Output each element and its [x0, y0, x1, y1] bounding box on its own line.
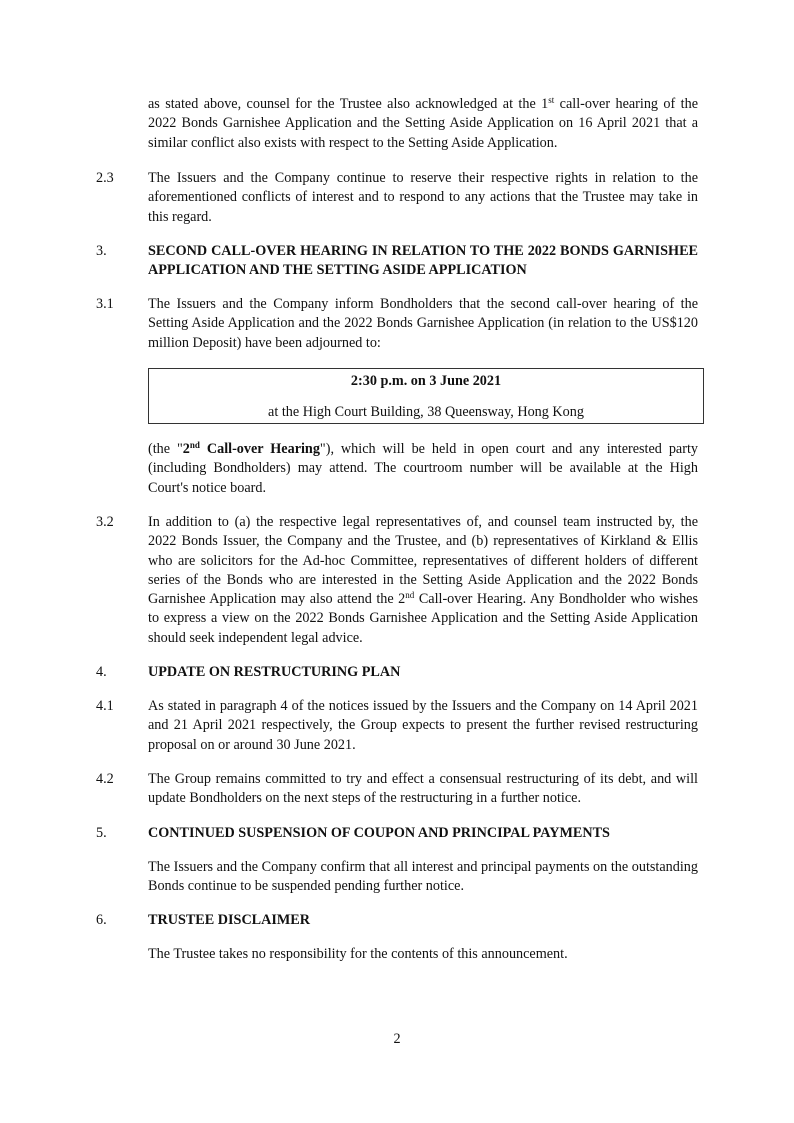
paragraph-number: 4.2	[96, 771, 114, 787]
hearing-details-box	[148, 368, 704, 424]
text-run: as stated above, counsel for the Trustee also acknowledged at the 1	[148, 96, 549, 112]
section-number: 5.	[96, 825, 107, 841]
paragraph-number: 3.2	[96, 514, 114, 530]
paragraph-text: The Group remains committed to try and effect a consensual restructuring of its debt, and will update Bondholders on the next steps of the restructuring in a further notice.	[148, 771, 698, 807]
paragraph-3-2	[96, 513, 698, 648]
superscript: st	[548, 95, 555, 105]
paragraph-number: 4.1	[96, 698, 114, 714]
page-number: 2	[393, 1031, 401, 1047]
superscript: nd	[189, 440, 200, 450]
text-run: (the "	[148, 441, 183, 457]
paragraph-2-3	[96, 169, 698, 227]
text-run: Call-over Hearing. Any Bondholder who wishes to express a view on the 2022 Bonds Garnishee Application and the Setting Aside Application should seek independent legal advice.	[148, 591, 698, 646]
section-4-heading	[96, 663, 698, 682]
text-run: Call-over Hearing	[199, 441, 320, 457]
paragraph-text	[148, 95, 698, 153]
section-title: UPDATE ON RESTRUCTURING PLAN	[148, 664, 401, 680]
paragraph-3-1	[96, 295, 698, 353]
section-title: SECOND CALL-OVER HEARING IN RELATION TO THE 2022 BONDS GARNISHEE APPLICATION AND THE SETTING ASIDE APPLICATION	[148, 243, 698, 279]
section-title: TRUSTEE DISCLAIMER	[148, 912, 311, 928]
paragraph-number: 3.1	[96, 296, 114, 312]
section-6-heading	[96, 911, 698, 930]
paragraph-3-1-continued	[96, 440, 698, 498]
hearing-venue: at the High Court Building, 38 Queensway, Hong Kong	[268, 404, 584, 420]
paragraph-text: The Trustee takes no responsibility for the contents of this announcement.	[148, 946, 568, 962]
paragraph-text: As stated in paragraph 4 of the notices issued by the Issuers and the Company on 14 April 2021 and 21 April 2021 respectively, the Group expects to present the further revised restructuring proposal on or around 30 June 2021.	[148, 698, 698, 753]
text-run: In addition to (a) the respective legal representatives of, and counsel team instructed by, the 2022 Bonds Issuer, the Company and the Trustee, and (b) representatives of Kirkland & Ellis who are solicitors for the Ad-hoc Committee, representatives of different holders of different series of the Bonds who are interested in the Setting Aside Application and the 2022 Bonds Garnishee Application may also attend the 2	[148, 514, 698, 608]
paragraph-6	[96, 945, 698, 964]
section-5-heading	[96, 824, 698, 843]
text-run: "), which will be held in open court and any interested party (including Bondholders) may attend. The courtroom number will be available at the High Court's notice board.	[148, 441, 698, 496]
paragraph-continuation	[96, 95, 698, 153]
section-number: 3.	[96, 243, 107, 259]
text-run: call-over hearing of the 2022 Bonds Garnishee Application and the Setting Aside Application on 16 April 2021 that a similar conflict also exists with respect to the Setting Aside Application.	[148, 96, 698, 151]
paragraph-4-1	[96, 697, 698, 755]
paragraph-text	[148, 513, 698, 648]
paragraph-text: The Issuers and the Company continue to reserve their respective rights in relation to the aforementioned conflicts of interest and to respond to any actions that the Trustee may take in this regard.	[148, 170, 698, 225]
hearing-time: 2:30 p.m. on 3 June 2021	[350, 373, 502, 389]
section-number: 6.	[96, 912, 107, 928]
paragraph-text	[148, 440, 698, 498]
defined-term	[183, 441, 320, 457]
paragraph-5	[96, 858, 698, 897]
paragraph-number: 2.3	[96, 170, 114, 186]
paragraph-4-2	[96, 770, 698, 809]
section-3-heading	[96, 242, 698, 281]
paragraph-text: The Issuers and the Company inform Bondholders that the second call-over hearing of the Setting Aside Application and the 2022 Bonds Garnishee Application (in relation to the US$120 million Deposit) have been adjourned to:	[148, 296, 698, 351]
paragraph-text: The Issuers and the Company confirm that all interest and principal payments on the outstanding Bonds continue to be suspended pending further notice.	[148, 859, 698, 895]
section-title: CONTINUED SUSPENSION OF COUPON AND PRINCIPAL PAYMENTS	[148, 825, 610, 841]
text-run: 2	[182, 441, 190, 457]
section-number: 4.	[96, 664, 107, 680]
superscript: nd	[405, 590, 415, 601]
